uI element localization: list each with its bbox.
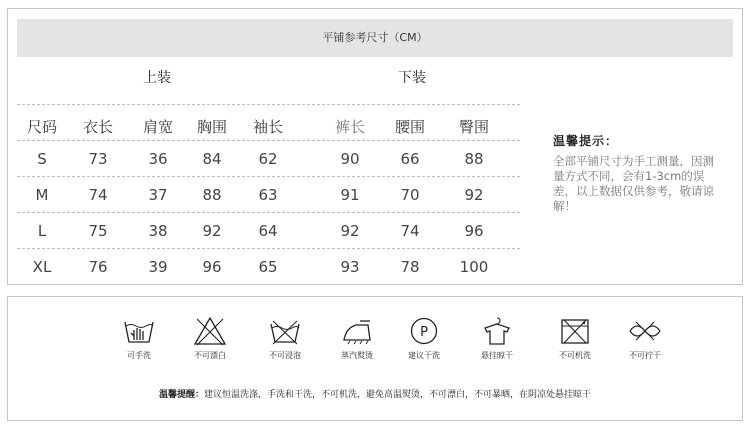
tips-body: 全部平铺尺寸为手工测量，因测量方式不同，会有1-3cm的误差，以上数据仅供参考，敬请谅解！ xyxy=(553,154,714,213)
table-divider xyxy=(17,140,520,141)
care-item xyxy=(322,316,392,361)
care-item xyxy=(389,316,459,361)
measurement-cell: 66 xyxy=(400,150,420,168)
measurement-cell: 88 xyxy=(464,150,484,168)
measurement-cell: 74 xyxy=(400,222,420,240)
steam-iron-icon xyxy=(322,316,392,346)
table-divider xyxy=(17,176,520,177)
measurement-cell: 70 xyxy=(400,186,420,204)
no-bleach-icon xyxy=(175,316,245,346)
measurement-cell: 75 xyxy=(88,222,108,240)
care-label: 建议干洗 xyxy=(408,351,440,360)
column-header: 袖长 xyxy=(252,118,283,136)
tips-title: 温馨提示： xyxy=(553,134,619,148)
care-label: 不可漂白 xyxy=(194,351,226,360)
care-item xyxy=(175,316,245,361)
measurement-cell: 63 xyxy=(258,186,278,204)
measurement-cell: 96 xyxy=(464,222,484,240)
measurement-cell: 93 xyxy=(340,258,360,276)
size-code-cell: XL xyxy=(32,258,52,276)
care-label: 悬挂晾干 xyxy=(481,351,513,360)
table-divider xyxy=(17,248,520,249)
measurement-cell: 74 xyxy=(88,186,108,204)
care-note-text: 建议恒温洗涤，手洗和干洗，不可机洗，避免高温熨烫，不可漂白，不可暴晒，在阴凉处悬挂晾干 xyxy=(204,390,592,400)
column-header: 臀围 xyxy=(458,118,489,136)
measurement-cell: 92 xyxy=(340,222,360,240)
measurement-cell: 36 xyxy=(148,150,168,168)
care-label: 蒸汽熨烫 xyxy=(341,351,373,360)
measurement-cell: 64 xyxy=(258,222,278,240)
column-header: 腰围 xyxy=(394,118,425,136)
care-label: 不可机洗 xyxy=(559,351,591,360)
care-label: 不可拧干 xyxy=(629,351,661,360)
care-note-label: 温馨提醒： xyxy=(158,390,204,400)
measurement-cell: 38 xyxy=(148,222,168,240)
column-header: 肩宽 xyxy=(142,118,173,136)
measurement-cell: 62 xyxy=(258,150,278,168)
bottom-wear-label: 下装 xyxy=(398,70,426,86)
column-header: 裤长 xyxy=(334,118,365,136)
care-label: 可手洗 xyxy=(127,351,151,360)
care-item xyxy=(250,316,320,361)
size-code-cell: M xyxy=(35,186,49,204)
care-item xyxy=(540,316,610,361)
measurement-cell: 91 xyxy=(340,186,360,204)
measurement-cell: 78 xyxy=(400,258,420,276)
dry-clean-icon xyxy=(389,316,459,346)
no-machine-wash-icon xyxy=(540,316,610,346)
column-header: 衣长 xyxy=(82,118,113,136)
measurement-cell: 100 xyxy=(459,258,489,276)
measurement-cell: 39 xyxy=(148,258,168,276)
hang-dry-icon xyxy=(462,316,532,346)
no-soak-icon xyxy=(250,316,320,346)
measurement-cell: 84 xyxy=(202,150,222,168)
column-header: 胸围 xyxy=(196,118,227,136)
measurement-cell: 88 xyxy=(202,186,222,204)
table-divider xyxy=(17,212,520,213)
care-item xyxy=(610,316,680,361)
size-code-cell: L xyxy=(37,222,47,240)
column-header: 尺码 xyxy=(26,118,57,136)
measurement-cell: 92 xyxy=(464,186,484,204)
top-wear-label: 上装 xyxy=(143,70,171,86)
care-label: 不可浸泡 xyxy=(269,351,301,360)
care-note xyxy=(0,387,750,400)
measurement-cell: 37 xyxy=(148,186,168,204)
measurement-cell: 73 xyxy=(88,150,108,168)
size-chart-title: 平铺参考尺寸（CM） xyxy=(17,19,733,57)
care-item xyxy=(104,316,174,361)
measurement-cell: 90 xyxy=(340,150,360,168)
measurement-cell: 76 xyxy=(88,258,108,276)
care-item xyxy=(462,316,532,361)
hand-wash-icon xyxy=(104,316,174,346)
size-code-cell: S xyxy=(37,150,47,168)
no-wring-icon xyxy=(610,316,680,346)
measurement-cell: 65 xyxy=(258,258,278,276)
table-divider xyxy=(17,104,520,105)
dry-clean-symbol: P xyxy=(420,325,428,340)
measurement-cell: 92 xyxy=(202,222,222,240)
measurement-cell: 96 xyxy=(202,258,222,276)
